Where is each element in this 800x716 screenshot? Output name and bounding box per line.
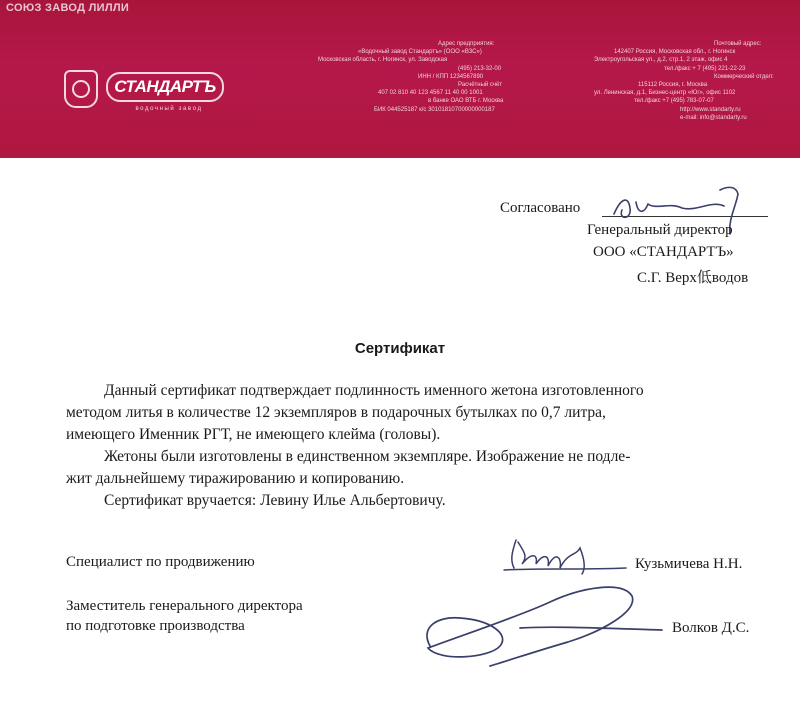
- letterhead-line: 115112 Россия, г. Москва: [638, 82, 708, 89]
- letterhead-line: (495) 213-32-00: [458, 65, 502, 72]
- signatory-role: по подготовке производства: [66, 618, 245, 634]
- body-line: Жетоны были изготовлены в единственном экземпляре. Изображение не подле-: [104, 448, 631, 465]
- agreed-label: Согласовано: [500, 200, 581, 216]
- letterhead-line: ИНН / КПП 1234567890: [418, 73, 484, 80]
- body-line: методом литья в количестве 12 экземпляров в подарочных бутылках по 0,7 литра,: [66, 404, 606, 421]
- letterhead-line: Электроугольская ул., д.2, стр.1, 2 этаж, офис 4: [594, 57, 728, 64]
- company-logo: [64, 66, 224, 118]
- body-line: Сертификат вручается: Левину Илье Альбертовичу.: [104, 492, 446, 509]
- letterhead-line: e-mail: info@standarty.ru: [680, 114, 747, 121]
- body-line: имеющего Именник РГТ, не имеющего клейма (головы).: [66, 426, 441, 443]
- letterhead-line: http://www.standarty.ru: [680, 106, 741, 113]
- crest-icon: [64, 70, 98, 108]
- body-line: Данный сертификат подтверждает подлинность именного жетона изготовленного: [104, 382, 644, 399]
- letterhead-details-left: [318, 40, 518, 114]
- signatory-name: Волков Д.С.: [672, 620, 750, 636]
- letterhead: [0, 0, 800, 158]
- letterhead-line: тел./факс + 7 (495) 221-22-23: [664, 65, 746, 72]
- deputy-signature: [400, 576, 680, 676]
- logo-wordmark: СТАНДАРТЪ: [106, 72, 224, 102]
- letterhead-line: тел./факс +7 (495) 783-07-07: [634, 98, 714, 105]
- letterhead-line: 407 02 810 40 123 4567 11 40 00 1001: [378, 90, 483, 97]
- body-line: жит дальнейшему тиражированию и копированию.: [66, 470, 405, 487]
- letterhead-line: Почтовый адрес:: [714, 41, 762, 47]
- letterhead-line: Расчётный счёт: [458, 82, 503, 89]
- letterhead-line: Коммерческий отдел:: [714, 73, 774, 80]
- specialist-signature: [498, 534, 638, 578]
- letterhead-details-right: [594, 40, 794, 122]
- approver-company: ООО «СТАНДАРТЪ»: [593, 244, 734, 260]
- logo-subtitle: водочный завод: [135, 106, 203, 112]
- signatory-role: Заместитель генерального директора: [66, 598, 303, 614]
- letterhead-line: в банке ОАО ВТБ г. Москва: [428, 98, 504, 105]
- certificate-title: Сертификат: [354, 340, 446, 357]
- signatory-name: Кузьмичева Н.Н.: [635, 556, 743, 572]
- letterhead-line: ул. Ленинская, д.1, Бизнес-центр «Юг», офис 1102: [594, 90, 736, 97]
- letterhead-line: «Водочный завод Стандартъ» (ООО «ВЗС»): [358, 49, 482, 56]
- letterhead-line: БИК 044525187 к/с 30101810700000000187: [374, 106, 495, 113]
- letterhead-line: Московская область, г. Ногинск, ул. Заводская: [318, 57, 448, 64]
- signatory-role: Специалист по продвижению: [66, 554, 255, 570]
- letterhead-line: Адрес предприятия:: [438, 41, 495, 47]
- letterhead-line: 142407 Россия, Московская обл., г. Ногинск: [614, 49, 736, 56]
- letterhead-top-text: СОЮЗ ЗАВОД ЛИЛЛИ: [6, 2, 130, 14]
- approver-name: С.Г. Верх低водов: [637, 270, 749, 286]
- approver-position: Генеральный директор: [587, 222, 733, 238]
